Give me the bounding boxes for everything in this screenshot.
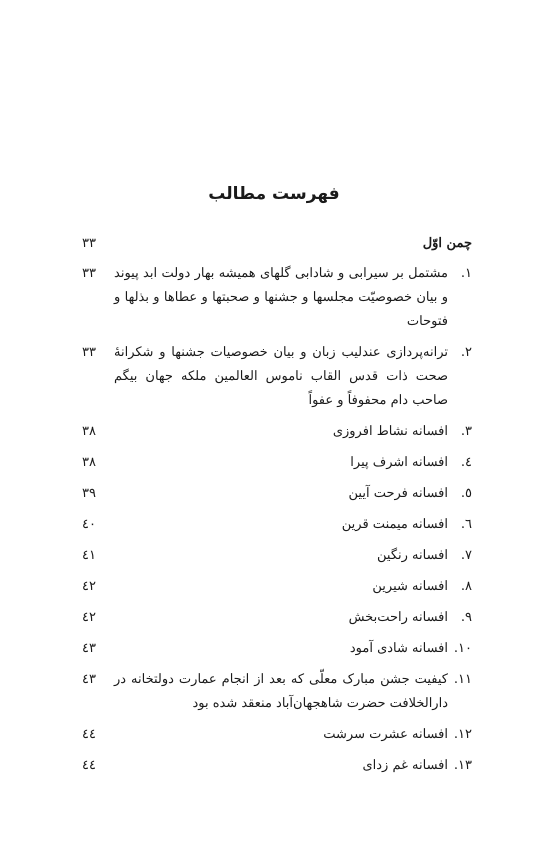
entry-number: ۲. (460, 345, 472, 360)
entry-number: ۱. (460, 266, 472, 281)
entry-title: افسانه اشرف پیرا (350, 455, 448, 470)
entry-page-number: ۳۹ (82, 486, 96, 501)
entry-title: کیفیت جشن مبارک معلّی که بعد از انجام عمارت دولتخانه در دارالخلافت حضرت شاهجهان‌آباد منعقد شده بود (114, 672, 448, 711)
entry-number: ٥. (460, 486, 472, 501)
toc-entry-3[interactable] (82, 420, 472, 444)
entry-page-number: ٤٠ (82, 517, 96, 532)
entry-number: ۱۲. (453, 727, 472, 742)
entry-page-number: ٤٢ (82, 579, 96, 594)
toc-entry-1[interactable] (82, 262, 472, 334)
toc-section-heading[interactable] (82, 232, 472, 256)
entry-page-number: ۳۸ (82, 455, 96, 470)
entry-page-number: ٤٤ (82, 758, 96, 773)
entry-number: ۱۰. (453, 641, 472, 656)
entry-page-number: ٤٤ (82, 727, 96, 742)
entry-title: مشتمل بر سیرابی و شادابی گلهای همیشه بهار دولت ابد پیوند و بیان خصوصیّت مجلسها و جشنها و صحبتها و عطاها و بذلها و فتوحات (114, 266, 448, 329)
entry-number: ۳. (460, 424, 472, 439)
toc-entry-6[interactable] (82, 513, 472, 537)
toc-entry-10[interactable] (82, 637, 472, 661)
entry-page-number: ۳۸ (82, 424, 96, 439)
entry-title: افسانه شیرین (372, 579, 448, 594)
entry-number: ٦. (460, 517, 472, 532)
entry-title: افسانه نشاط افروزی (332, 424, 448, 439)
entry-title: افسانه عشرت سرشت (323, 727, 448, 742)
toc-entry-5[interactable] (82, 482, 472, 506)
toc-entry-4[interactable] (82, 451, 472, 475)
toc-entry-8[interactable] (82, 575, 472, 599)
entry-page-number: ٤٢ (82, 610, 96, 625)
section-label: چمن اوّل (422, 236, 472, 251)
entry-title: افسانه راحت‌بخش (348, 610, 448, 625)
toc-entry-7[interactable] (82, 544, 472, 568)
page-title: فهرست مطالب (208, 184, 340, 204)
entry-page-number: ۳۳ (82, 345, 96, 360)
toc-entry-9[interactable] (82, 606, 472, 630)
entry-title: ترانه‌پردازی عندلیب زبان و بیان خصوصیات جشنها و شکرانهٔ صحت ذات قدس القاب ناموس العالمین ملکه جهان بیگم صاحب دام محفوفاً و عفواً (114, 345, 448, 408)
entry-title: افسانه فرحت آیین (348, 486, 448, 501)
entry-page-number: ٤۳ (82, 672, 96, 687)
toc-entry-13[interactable] (82, 754, 472, 778)
entry-number: ۸. (460, 579, 472, 594)
toc-entry-2[interactable] (82, 341, 472, 413)
entry-title: افسانه غم زدای (362, 758, 448, 773)
entry-number: ٤. (460, 455, 472, 470)
entry-number: ۷. (460, 548, 472, 563)
entry-page-number: ۳۳ (82, 266, 96, 281)
toc-entry-12[interactable] (82, 723, 472, 747)
entry-page-number: ٤۳ (82, 641, 96, 656)
section-page-number: ۳۳ (82, 236, 96, 251)
entry-title: افسانه رنگین (377, 548, 448, 563)
table-of-contents (82, 232, 472, 778)
entry-title: افسانه میمنت قرین (341, 517, 448, 532)
entry-number: ۹. (460, 610, 472, 625)
entry-page-number: ٤١ (82, 548, 96, 563)
entry-number: ۱۳. (453, 758, 472, 773)
entry-title: افسانه شادی آمود (349, 641, 448, 656)
entry-number: ۱۱. (453, 672, 472, 687)
toc-entry-11[interactable] (82, 668, 472, 716)
